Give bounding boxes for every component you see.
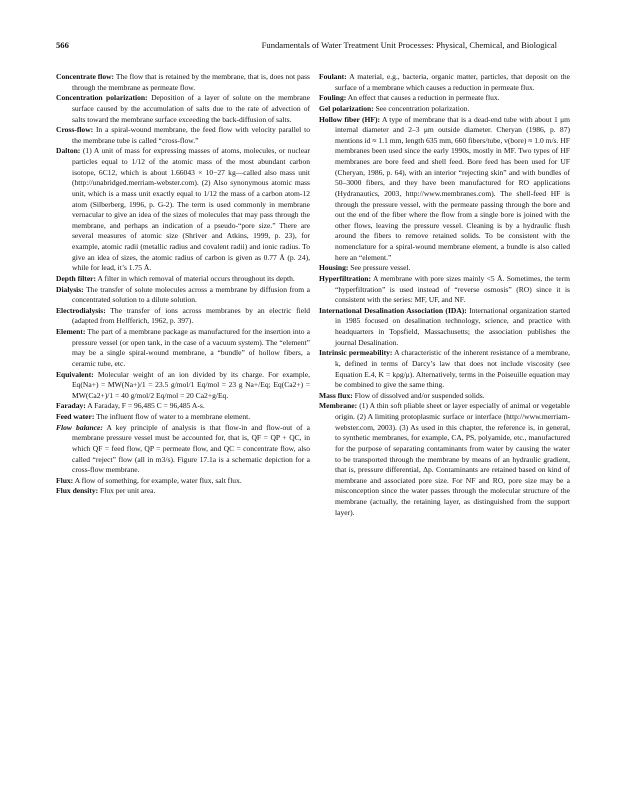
- glossary-term: Intrinsic permeability:: [319, 348, 393, 358]
- glossary-definition: See pressure vessel.: [350, 263, 411, 273]
- glossary-entry: [56, 146, 310, 274]
- glossary-term: Mass flux:: [319, 390, 353, 400]
- glossary-entry: [56, 285, 310, 306]
- glossary-term: Equivalent:: [56, 369, 94, 379]
- right-column: [319, 72, 570, 518]
- glossary-term: Hyperfiltration:: [319, 273, 371, 283]
- glossary-definition: A material, e.g., bacteria, organic matter, particles, that deposit on the surface of a membrane which causes a reduction in permeate flux.: [335, 72, 570, 92]
- glossary-term: Feed water:: [56, 412, 95, 421]
- glossary-entry: [319, 391, 570, 402]
- glossary-term: Housing:: [319, 263, 349, 273]
- glossary-definition: International organization started in 1985 focused on desalination technology, science, and practice with headquarters in Topsfield, Massachusetts; the association publishes the journal Desalination.: [335, 305, 570, 347]
- glossary-entry: [56, 93, 310, 125]
- glossary-definition: The influent flow of water to a membrane element.: [96, 412, 251, 421]
- glossary-term: International Desalination Association (IDA):: [319, 305, 467, 315]
- running-title: Fundamentals of Water Treatment Unit Processes: Physical, Chemical, and Biological: [261, 40, 557, 50]
- glossary-entry: [56, 370, 310, 402]
- glossary-definition: (1) A unit of mass for expressing masses of atoms, molecules, or nuclear particles equal to 1/12 of the atomic mass of the most abundant carbon isotope, 6C12, which is about 1.66043 × 10−27 kg—called also mass unit (http://unabridged.merriam-webster.com). (2) Also synonymous atomic mass unit, which is a mass unit exactly equal to 1/12 the mass of a carbon atom-12 atom (Silberberg, 1996, p. G-2). The term is used commonly in membrane vernacular to give an idea of the sizes of molecules that may pass through the membrane, and perhaps an indication of a pseudo-“pore size.” There are several measures of atomic size (Shriver and Atkins, 1999, p. 23), for example, atomic radii (metallic radius and covalent radii) and ionic radius. To give an idea of sizes, the atomic radius of carbon is given as 0.77 Å (p. 24), while for lead, it’s 1.75 Å.: [72, 146, 310, 273]
- glossary-definition: See concentration polarization.: [375, 103, 470, 113]
- glossary-entry: [319, 306, 570, 349]
- glossary-definition: A type of membrane that is a dead-end tube with about 1 μm internal diameter and 2–3 μm outside diameter. Cheryan (1986, p. 87) mentions id ≈ 1.1 mm, length 635 mm, 660 fibers/tube, v(bore) ≈ 1.0 m/s. HF membranes been used since the early 1990s, mostly in MF. Two types of HF membranes are bore feed and shell feed. Bore feed has been used for UF (Cheryan, 1986, p. 64), with an interior “rejecting skin” and with bundles of 50–3000 fibers, and they have been manufactured for RO applications (Hydranautics, 2003, http://www.membranes.com). The shell-feed HF is through the pressure vessel, with the permeate passing through the bore and out the end of the fiber where the flow from a single bore is joined with the other flows, leaving the pressure vessel. Cleaning is by a hydraulic flush around the fibers to remove retained solids. To be consistent with the nomenclature for a spiral-wound membrane element, a bundle is also called here an “element.”: [335, 114, 570, 262]
- glossary-entry: [56, 306, 310, 327]
- glossary-term: Flow balance:: [56, 422, 103, 432]
- glossary-entry: [56, 476, 310, 487]
- glossary-definition: (1) A thin soft pliable sheet or layer especially of animal or vegetable origin. (2) A limiting protoplasmic surface or interface (http://www.merriam-webster.com, 2003). (3) As used in this chapter, the reference is, in general, to synthetic membranes, for example, CA, PS, polyamide, etc., manufactured for the purpose of separating contaminants from water by causing the water to be transported through the membrane by means of an hydraulic gradient, that is, pressure differential, Δp. Contaminants are retained based on kind of membrane and associated pore size. For NF and RO, pore size may be a misconception since the water passes through the molecular structure of the membrane (actually, the retaining layer, as distinguished from the support layer).: [335, 401, 570, 517]
- glossary-term: Depth filter:: [56, 273, 97, 283]
- glossary-entry: [56, 327, 310, 370]
- running-header: [56, 40, 557, 54]
- glossary-term: Gel polarization:: [319, 103, 374, 113]
- glossary-entry: [319, 348, 570, 391]
- glossary-term: Dialysis:: [56, 284, 84, 294]
- glossary-entry: [56, 274, 310, 285]
- glossary-term: Element:: [56, 327, 86, 336]
- glossary-entry: [319, 263, 570, 274]
- glossary-term: Membrane:: [319, 401, 358, 411]
- glossary-definition: A key principle of analysis is that flow-in and flow-out of a membrane pressure vessel must be accounted for, that is, QF = QP + QC, in which QF = feed flow, QP = permeate flow, and QC = concentrate flow, also called “reject” flow (all in m3/s). Figure 17.1a is a schematic depiction for a cross-flow membrane.: [72, 422, 310, 475]
- glossary-term: Foulant:: [319, 72, 347, 81]
- glossary-term: Cross-flow:: [56, 125, 94, 135]
- glossary-term: Flux density:: [56, 486, 99, 496]
- glossary-definition: A filter in which removal of material occurs throughout its depth.: [97, 273, 295, 283]
- glossary-definition: A characteristic of the inherent resistance of a membrane, k, defined in terms of Darcy’s law that does not include viscosity (see Equation E.4, K = kρg/μ). Alternatively, terms in the Poiseuille equation may be combined to give the same thing.: [335, 348, 570, 390]
- glossary-definition: An effect that causes a reduction in permeate flux.: [347, 93, 500, 103]
- glossary-definition: A membrane with pore sizes mainly <5 Å. Sometimes, the term “hyperfiltration” is used instead of “reverse osmosis” (RO) since it is consistent with the series: MF, UF, and NF.: [335, 273, 570, 305]
- glossary-definition: A Faraday, F = 96,485 C = 96,485 A-s.: [87, 401, 205, 411]
- glossary-term: Dalton:: [56, 146, 81, 156]
- glossary-definition: Flow of dissolved and/or suspended solids.: [354, 390, 485, 400]
- glossary-entry: [319, 104, 570, 115]
- glossary-definition: The flow that is retained by the membrane, that is, does not pass through the membrane as permeate flow.: [72, 72, 310, 92]
- glossary-term: Faraday:: [56, 401, 86, 411]
- glossary-definition: Deposition of a layer of solute on the membrane surface caused by the accumulation of salts due to the rate of advection of salts toward the membrane surface exceeding the back-diffusion of salts.: [72, 93, 310, 124]
- left-column: [56, 72, 310, 497]
- glossary-entry: [56, 486, 310, 497]
- glossary-term: Hollow fiber (HF):: [319, 114, 381, 124]
- glossary-term: Flux:: [56, 475, 74, 485]
- glossary-definition: A flow of something, for example, water flux, salt flux.: [74, 475, 242, 485]
- glossary-definition: Molecular weight of an ion divided by its charge. For example, Eq(Na+) = MW(Na+)/1 = 23.5 g/mol/1 Eq/mol = 23 g Na+/Eq; Eq(Ca2+) = MW(Ca2+)/1 = 40 g/mol/2 Eq/mol = 20 Ca2+g/Eq.: [72, 369, 310, 400]
- glossary-definition: The transfer of solute molecules across a membrane by diffusion from a concentrated solution to a dilute solution.: [72, 284, 310, 305]
- glossary-term: Concentrate flow:: [56, 72, 115, 81]
- glossary-entry: [319, 93, 570, 104]
- glossary-definition: The transfer of ions across membranes by an electric field (adapted from Helfferich, 1962, p. 397).: [72, 305, 310, 326]
- page-number: 566: [56, 40, 69, 50]
- glossary-definition: The part of a membrane package as manufactured for the insertion into a pressure vessel (or open tank, in the case of a vacuum system). The “element” may be a single spiral-wound membrane, a “bundle” of hollow fibers, a ceramic tube, etc.: [72, 327, 310, 368]
- glossary-entry: [319, 115, 570, 264]
- glossary-entry: [319, 401, 570, 518]
- glossary-term: Fouling:: [319, 93, 347, 103]
- glossary-entry: [319, 274, 570, 306]
- glossary-entry: [56, 72, 310, 93]
- glossary-entry: [56, 423, 310, 476]
- glossary-entry: [319, 72, 570, 93]
- glossary-definition: Flux per unit area.: [100, 486, 156, 496]
- glossary-definition: In a spiral-wound membrane, the feed flow with velocity parallel to the membrane tube is called “cross-flow.”: [72, 125, 311, 145]
- glossary-term: Electrodialysis:: [56, 305, 106, 315]
- glossary-entry: [56, 125, 310, 146]
- glossary-term: Concentration polarization:: [56, 93, 148, 103]
- glossary-entry: [56, 412, 310, 423]
- glossary-entry: [56, 401, 310, 412]
